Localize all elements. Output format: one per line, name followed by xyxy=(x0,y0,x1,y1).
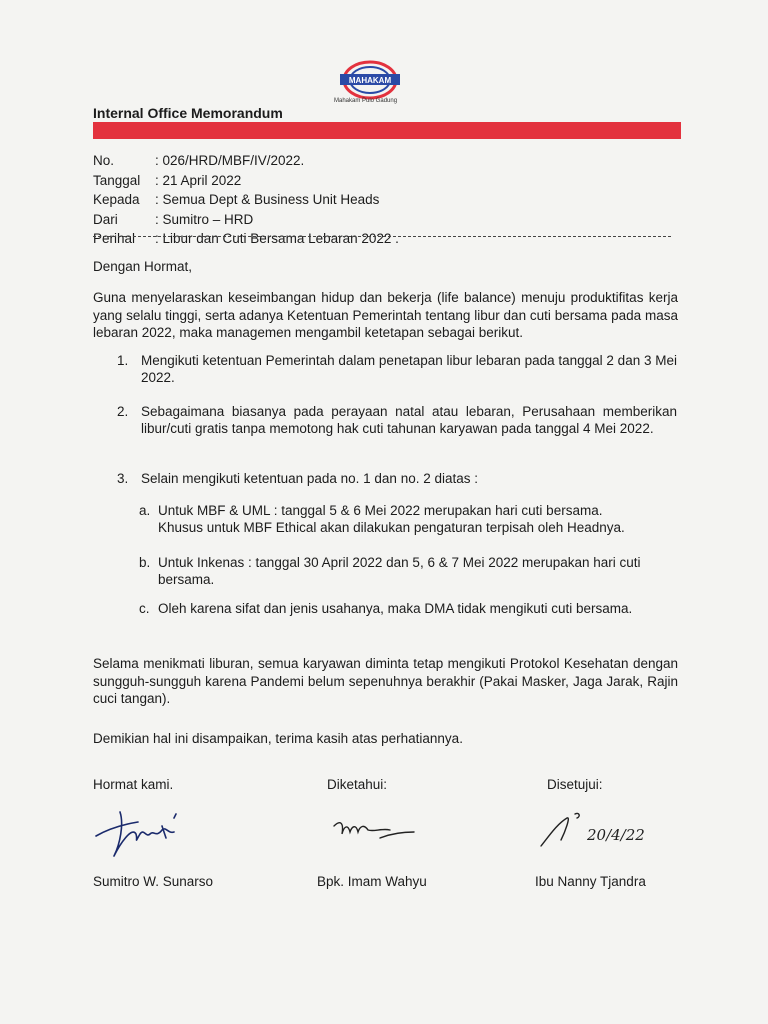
list-number: 2. xyxy=(117,404,129,419)
sub-list-line: Khusus untuk MBF Ethical akan dilakukan pengaturan terpisah oleh Headnya. xyxy=(158,520,625,535)
sub-list-letter: b. xyxy=(139,555,151,570)
logo-text: MAHAKAM xyxy=(348,76,392,85)
thanks-line: Demikian hal ini disampaikan, terima kasih atas perhatiannya. xyxy=(93,731,463,746)
signature-label-acknowledged: Diketahui: xyxy=(327,777,388,792)
logo-caption: Mahakam Pulo Gadung xyxy=(334,98,398,104)
list-number: 1. xyxy=(117,353,129,368)
meta-key: Kepada xyxy=(93,192,140,207)
list-number: 3. xyxy=(117,471,129,486)
sub-list-line: Oleh karena sifat dan jenis usahanya, maka DMA tidak mengikuti cuti bersama. xyxy=(158,601,633,616)
sub-list-text xyxy=(158,554,678,588)
meta-row-number xyxy=(93,151,399,171)
sub-list-letter: a. xyxy=(139,503,151,518)
meta-row-subject xyxy=(93,229,399,249)
signature-nanny-tjandra xyxy=(535,806,685,856)
list-text: Sebagaimana biasanya pada perayaan natal atau lebaran, Perusahaan memberikan libur/cuti gratis tanpa memotong hak cuti tahunan karyawan pada tanggal 4 Mei 2022. xyxy=(141,404,677,436)
signature-label-approved: Disetujui: xyxy=(547,777,603,792)
meta-value: : 21 April 2022 xyxy=(155,172,242,188)
greeting: Dengan Hormat, xyxy=(93,259,193,274)
sub-list-line: bersama. xyxy=(158,572,215,587)
signature-sumitro xyxy=(90,804,200,864)
signatory-name-acknowledged: Bpk. Imam Wahyu xyxy=(317,874,427,889)
meta-key: Perihal xyxy=(93,231,136,246)
sub-list-text xyxy=(158,600,678,617)
meta-row-to xyxy=(93,190,399,210)
meta-key: Tanggal xyxy=(93,172,141,188)
signature-imam-wahyu xyxy=(330,812,420,848)
approval-date-note: 20/4/22 xyxy=(587,826,645,844)
intro-paragraph: Guna menyelaraskan keseimbangan hidup dan bekerja (life balance) menuju produktifitas kerja yang selalu tinggi, serta adanya Ketentuan Pemerintah tentang libur dan cuti bersama pada masa lebaran 2022, maka managemen mengambil ketetapan sebagai berikut. xyxy=(93,290,678,340)
signatory-name-approved: Ibu Nanny Tjandra xyxy=(535,874,646,889)
memo-meta xyxy=(93,151,399,249)
sub-list-letter: c. xyxy=(139,601,150,616)
meta-value: : Semua Dept & Business Unit Heads xyxy=(155,192,380,207)
sub-list-line: Untuk MBF & UML : tanggal 5 & 6 Mei 2022 merupakan hari cuti bersama. xyxy=(158,503,603,518)
header-red-bar xyxy=(93,122,681,139)
meta-value: : 026/HRD/MBF/IV/2022. xyxy=(155,153,305,168)
meta-row-date xyxy=(93,171,399,191)
dashed-divider xyxy=(93,236,671,237)
signature-label-sender: Hormat kami. xyxy=(93,777,174,792)
signatory-name-sender: Sumitro W. Sunarso xyxy=(93,874,214,889)
meta-value: : Libur dan Cuti Bersama Lebaran 2022 . xyxy=(155,231,399,246)
sub-list-text xyxy=(158,502,678,536)
meta-row-from xyxy=(93,210,399,230)
closing-paragraph: Selama menikmati liburan, semua karyawan diminta tetap mengikuti Protokol Kesehatan dengan sungguh-sungguh karena Pandemi belum sepenuhnya berakhir (Pakai Masker, Jaga Jarak, Rajin cuci tangan). xyxy=(93,656,678,706)
list-text: Selain mengikuti ketentuan pada no. 1 dan no. 2 diatas : xyxy=(141,471,478,486)
meta-key: Dari xyxy=(93,211,118,227)
memo-title: Internal Office Memorandum xyxy=(93,105,283,121)
sub-list-line: Untuk Inkenas : tanggal 30 April 2022 dan 5, 6 & 7 Mei 2022 merupakan hari cuti xyxy=(158,555,641,570)
meta-key: No. xyxy=(93,153,115,168)
list-text: Mengikuti ketentuan Pemerintah dalam penetapan libur lebaran pada tanggal 2 dan 3 Mei 2022. xyxy=(141,353,677,385)
meta-value: : Sumitro – HRD xyxy=(155,211,254,227)
